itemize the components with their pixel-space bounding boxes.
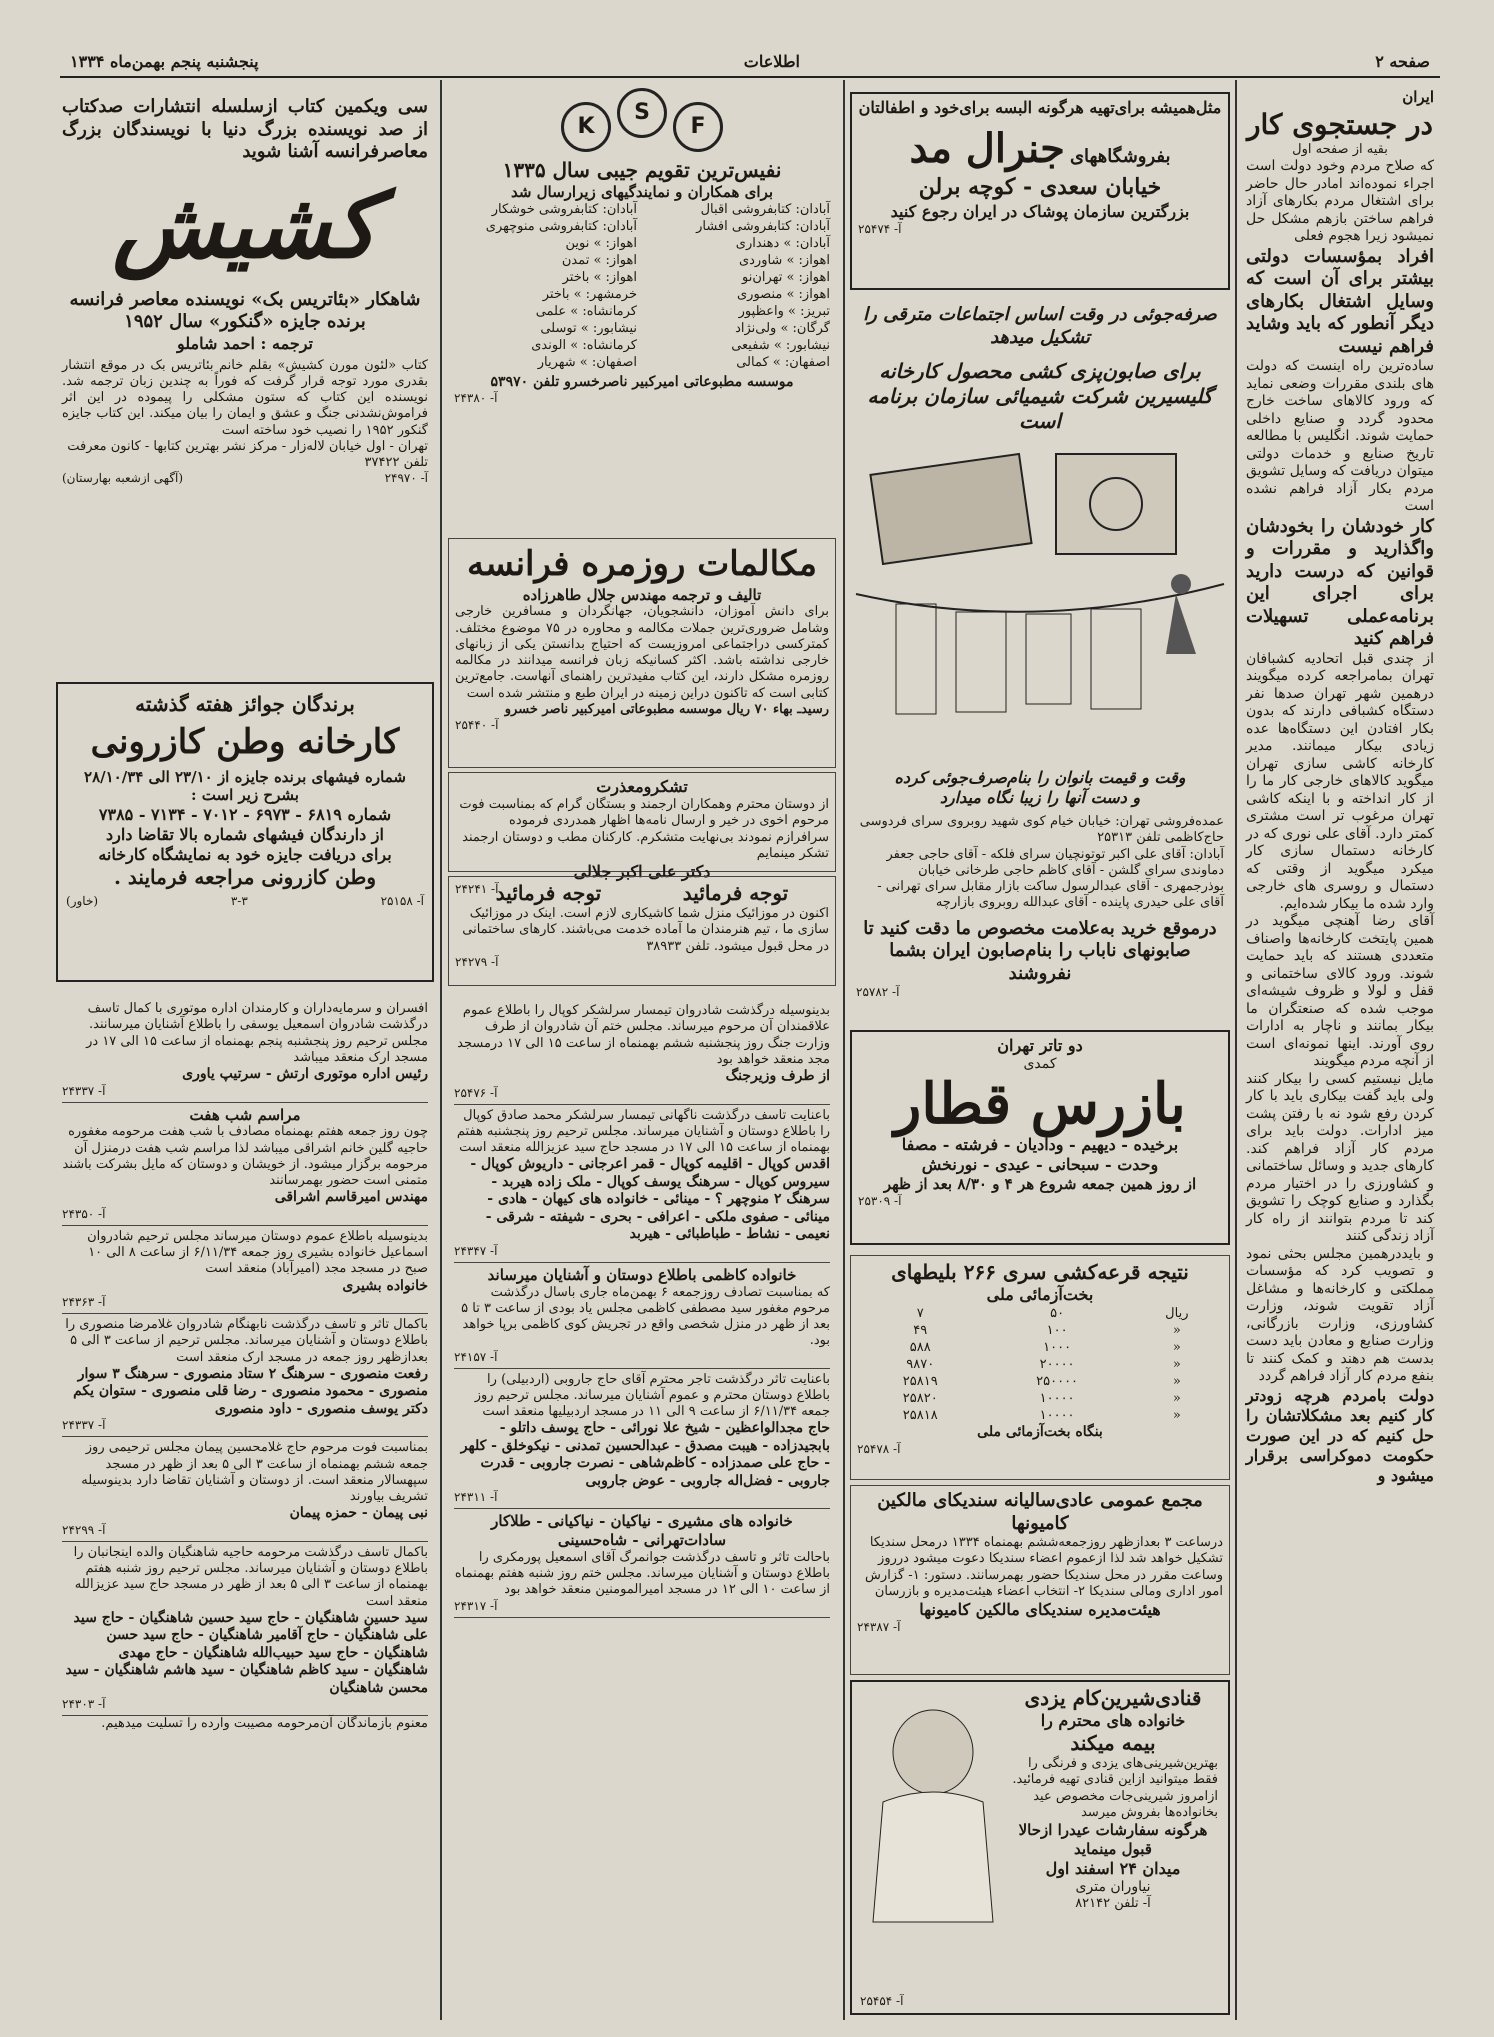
winning-numbers: شماره ۶۸۱۹ - ۶۹۷۳ - ۷۰۱۲ - ۷۱۳۴ - ۷۳۸۵ [98,805,392,824]
ad-brand-line [858,124,1222,174]
ad-code: آ- ۲۴۳۴۷ [454,1243,498,1258]
column-divider [843,80,845,2020]
ad-book-kashish [56,92,434,687]
baby-body-icon [873,1792,993,1922]
ad-code: آ- ۲۵۱۵۸ [380,894,424,908]
laundry-cloth-icon [1026,614,1071,704]
soap-bar-icon [870,454,1031,564]
dealer-entry: تبریز: » واعظپور [738,303,830,319]
ad-address: میدان ۲۴ اسفند اول [1045,1858,1181,1878]
lottery-cell: ریال [1165,1306,1189,1321]
ad-line: مثل‌همیشه برای‌تهیه هرگونه البسه برای‌خود و اطفالتان [858,98,1222,117]
laundry-illustration [856,434,1224,764]
dealer-entry: اهواز: » تهران‌نو [742,269,830,285]
dealer-entry: اهواز: » شاوردی [738,252,830,268]
lottery-row [857,1322,1223,1339]
page-number: صفحه ۲ [1375,52,1430,71]
meeting-title: مجمع عمومی عادی‌سالیانه سندیکای مالکین کامیونها [877,1490,1203,1534]
book-address: تهران - اول خیابان لاله‌زار - مرکز نشر بهترین کتابها - کانون معرفت تلفن ۳۷۴۲۲ [67,438,428,470]
ad-kazeruni [56,682,434,982]
logo-letter: S [617,88,667,138]
notice-sign: رفعت منصوری - سرهنگ ۲ ستاد منصوری - سرهنگ ۳ سوار منصوری - محمود منصوری - رضا قلی منصوری - ستوان یکم دکتر یوسف منصوری - داود منصوری [73,1365,428,1417]
ad-code: آ- ۲۵۴۵۴ [860,1994,904,2008]
ad-line: بیمه میکند [1070,1731,1156,1755]
notice-body: بمناسبت فوت مرحوم حاج غلامحسین پیمان مجلس ترحیمی روز جمعه ششم بهمنماه از ساعت ۳ الی ۵ بعد از ظهر در مسجد سپهسالار منعقد است. از دوستان و آشنایان تقاضا دارد بدینوسیله تشریف بیاورند [81,1440,428,1504]
lottery-cell: » [1172,1323,1181,1338]
notice-body: چون روز جمعه هفتم بهمنماه مصادف با شب هفت مرحومه مغفوره حاجیه گلین خانم اشراقی میباشد لذا مراسم شب هفت درمنزل آن مرحومه برگزار میشود. از خویشان و دوستان که مایل بشرکت باشند متمنی است حضور بهمرسانند [62,1124,428,1188]
ad-code: آ- ۲۴۳۱۷ [454,1598,498,1613]
lottery-cell: » [1172,1408,1181,1423]
lottery-table [857,1305,1223,1424]
obituaries-center [448,996,836,2014]
ad-code: آ- ۲۴۳۸۰ [454,391,498,406]
ad-line: خانواده های محترم را [1040,1711,1186,1730]
ad-headline: صرفه‌جوئی در وقت اساس اجتماعات مترقی را تشکیل میدهد [863,304,1217,348]
dealer-entry: آبادان: کتابفروشی خوشکار [491,201,637,217]
ad-line: وطن کازرونی مراجعه فرمایند . [114,865,376,889]
ad-code: آ- ۲۴۳۸۷ [857,1620,901,1634]
laundry-cloth-icon [896,604,936,714]
dealer-entry: اصفهان: » شهریار [537,354,637,370]
ad-line: گلیسیرین شرکت شیمیائی سازمان برنامه است [867,384,1213,433]
dealer-entry: اهواز: » باختر [562,269,637,285]
lottery-title: نتیجه قرعه‌کشی سری ۲۶۶ بلیطهای [891,1260,1189,1284]
play-title: بازرس قطار [894,1070,1186,1137]
ad-line: هرگونه سفارشات عیدرا ازحالا [1018,1821,1208,1839]
lottery-cell: ۲۵۸۲۰ [902,1391,938,1406]
notice-body: افسران و سرمایه‌داران و کارمندان اداره موتوری با کمال تاسف درگذشت شادروان اسمعیل یوسفی را باطلاع آشنایان میرسانند. مجلس ترحیم روز پنجشنبه پنجم بهمنماه از ساعت ۱۵ الی ۱۷ در مسجد ارک منعقد میباشد [86,1001,428,1065]
lottery-cell: ۲۵۸۱۹ [902,1374,938,1389]
notice-title: خانواده کاظمی باطلاع دوستان و آشنایان میرساند [487,1265,797,1284]
logo-letter: F [673,102,723,152]
ad-ksf-calendar [448,92,836,532]
dealer-entry: نیشابور: » شفیعی [731,337,830,353]
lottery-cell: ۴۹ [913,1323,928,1338]
ad-code: آ- ۲۵۴۷۸ [857,1441,901,1456]
ad-code: آ- ۲۴۳۶۳ [62,1295,106,1309]
ad-headline: توجه فرمائید [682,881,789,905]
book-description: کتاب «لئون مورن کشیش» بقلم خانم بئاتریس بک در موقع انتشار بقدری مورد توجه قرار گرفت که فوراً به چندین زبان ترجمه شد. نویسنده این کتاب که ستون مشکلی را پیموده در این اثر فراموش‌نشدنی جنگ و عشق و ایمان را بیان میکند. این کتاب جایزه گنکور ۱۹۵۲ را نصیب خود ساخته است [62,357,428,438]
ad-code-note: (آگهی ازشعبه بهارستان) [62,471,184,486]
publisher-line: موسسه مطبوعاتی امیرکبیر ناصرخسرو تلفن ۵۳۹۷۰ [490,373,794,390]
ad-attention [448,876,836,986]
ad-code: آ- ۲۴۳۳۷ [62,1083,106,1098]
ad-code-row [66,894,424,909]
column-divider [440,80,442,2020]
article-bold-paragraph: افراد بمؤسسات دولتی بیشتر برای آن است که وسایل اشتغال بکارهای دیگر آنطور که باید وشاید فراهم نیست [1246,245,1434,357]
baby-illustration [858,1692,1008,1932]
notice-body: باعنایت تاثر درگذشت تاجر محترم آقای حاج جاروبی (اردبیلی) را باطلاع دوستان محترم و عموم آشنایان میرساند. مجلس ترحیم روز جمعه ۶/۱۱/۳۴ از ساعت ۹ الی ۱۱ در مسجد اردبیلیها منعقد است [474,1371,830,1419]
obituary-notice [454,1369,830,1510]
lottery-row [857,1373,1223,1390]
ad-code: آ- ۲۴۳۰۳ [62,1697,106,1712]
ad-code: آ- ۲۵۴۷۴ [858,221,902,236]
lottery-cell: ۱۰۰۰۰ [1039,1391,1075,1406]
truck-owners-meeting [850,1485,1230,1675]
soap-box-icon [1056,454,1176,554]
notice-sign: رئیس اداره موتوری ارتش - سرتیپ یاوری [182,1066,428,1082]
lottery-footer: بنگاه بخت‌آزمائی ملی [977,1424,1103,1440]
notice-sign: حاج مجدالواعظین - شیخ علا نورائی - حاج یوسف داتلو - بابجیدزاده - هیبت مصدق - عبدالحسین تمدنی - نیکوخلق - کلهر - حاج علی صمدزاده - کاظم‌شاهی - نصرت جاروبی - قدرت جاروبی - فضل‌اله جاروبی - عوض جاروبی [460,1420,830,1489]
lottery-row [857,1407,1223,1424]
obituary-notice [454,1509,830,1617]
notice-sign: اقدس کوپال - اقلیمه کوپال - قمر اعرجانی - داریوش کوپال - سیروس کوپال - سرهنگ یوسف کوپال - ملک زاده هیربد - سرهنگ ۲ منوچهر ؟ - مینائی - خانواده های کیهان - هادی - مینائی - صفوی ملکی - اعرافی - بحری - شیفته - شرقی - نعیمی - نشاط - طباطبائی - هیربد [470,1156,830,1243]
showtime: از روز همین جمعه شروع هر ۴ و ۸/۳۰ بعد از ظهر [883,1175,1197,1194]
lottery-row [857,1356,1223,1373]
dealer-entry: اصفهان: » کمالی [736,354,830,370]
book-translator: ترجمه : احمد شاملو [176,333,313,353]
notice-sign: از طرف وزیرجنگ [725,1068,830,1084]
ad-code: آ- ۲۴۹۷۰ [384,471,428,486]
ad-headline: برندگان جوائز هفته گذشته [135,692,355,716]
ad-glycerin [850,300,1230,1000]
ad-phone: آ- تلفن ۸۲۱۴۲ [1075,1896,1151,1911]
book-subtitle: برنده جایزه «گنکور» سال ۱۹۵۲ [124,311,366,332]
ad-code: آ- ۲۵۳۰۹ [858,1193,902,1208]
lottery-cell: ۱۰۰ [1046,1323,1068,1338]
ad-shirinkam [850,1680,1230,2015]
ad-address: نیاوران متری [1075,1878,1151,1895]
notice-sign: مهندس امیرقاسم اشراقی [274,1189,428,1206]
ad-code: آ- ۲۴۳۳۷ [62,1418,106,1433]
baby-head-icon [893,1710,973,1794]
lottery-cell: » [1172,1391,1181,1406]
ad-notice: درموقع خرید به‌علامت مخصوص ما دقت کنید تا [863,917,1217,939]
meeting-body: درساعت ۳ بعدازظهر روزجمعه‌ششم بهمنماه ۱۳۳۴ درمحل سندیکا تشکیل خواهد شد لذا ازعموم اعضاء سندیکا دعوت میشود درروز وساعت مقرر در محل سندیکا حضور بهمرسانند. دستور: ۱- گزارش امور اداری ومالی سندیکا ۲- انتخاب اعضاء هیئت‌مدیره و بازرسان [865,1535,1223,1599]
notice-body: باکمال تاثر و تاسف درگذشت نابهنگام شادروان غلامرضا منصوری را باطلاع دوستان و آشنایان میرساند. مجلس ترحیم از ساعت ۳ الی ۵ بعدازظهر روز جمعه در مسجد ارک منعقد است [65,1317,428,1365]
notice-body: باحالت تاثر و تاسف درگذشت جوانمرگ آقای اسمعیل پورمکری را باطلاع دوستان و آشنایان میرساند. مجلس ختم روز شنبه هفتم بهمنماه از ساعت ۱۰ الی ۱۲ در مسجد امیرالمومنین منعقد خواهد بود [454,1549,830,1598]
notice-sign: سید حسین شاهنگیان - حاج سید حسین شاهنگیان - حاج سید علی شاهنگیان - حاج آقامیر شاهنگیان - حاج سید حسن شاهنگیان - حاج سید حبیب‌الله شاهنگیان - حاج مهدی شاهنگیان - سید کاظم شاهنگیان - سید هاشم شاهنگیان - سید محسن شاهنگیان [65,1609,428,1696]
notice-body: بدینوسیله درگذشت شادروان تیمسار سرلشکر کوپال را باطلاع عموم علاقمندان آن مرحوم میرساند. مجلس ختم آن شادروان از طرف وزارت جنگ روز پنجشنبه ششم بهمنماه از ساعت ۱۵ الی ۱۷ درمسجد مجد منعقد خواهد بود [457,1003,830,1067]
lottery-cell: ۷ [916,1306,924,1321]
factory-name: کارخانه وطن کازرونی [90,722,400,762]
article-paragraph: ساده‌ترین راه اینست که دولت های بلندی مقررات وضعی نماید که ورود کالاهای ساخت خارج محدود گردد و صنایع داخلی حمایت شوند. انگلیس با مطالعه تاریخ صنایع و خدمات دولتی میتوان دریافت که وسایل تشویق مردم بکار آزاد فراهم نشده است [1246,358,1434,514]
lottery-cell: ۵۸۸ [909,1340,931,1355]
lottery-row [857,1339,1223,1356]
ad-slogan: و دست آنها را زیبا نگاه میدارد [939,788,1141,807]
page-header [60,52,1440,78]
book-description: برای دانش آموزان، دانشجویان، جهانگردان و مسافرین خارجی وشامل ضروری‌ترین جملات مکالمه و محاوره در ۷۵ موضوع مختلف. کمترکسی دراجتماعی امروزیست که احتیاج بدانستن یکی از زبانهای خارجی نداشته باشد. اکثر کسانیکه زبان فرانسه میدانند در مکالمه روزمره مشکل دارند، این کتاب مفیدترین راهنمای آنهاست. جامع‌ترین کتابی است که تاکنون دراین زمینه در ایران طبع و منتشر شده است [455,604,829,701]
lottery-cell: ۲۰۰۰۰ [1039,1357,1075,1372]
dealer-entry: کرمانشاه: » علمی [535,303,637,319]
obituary-notice [62,1103,428,1226]
ad-line: بزرگترین سازمان پوشاک در ایران رجوع کنید [890,201,1190,221]
ad-body: اکنون در موزائیک منزل شما کاشیکاری لازم است. اینک در موزائیک سازی ما ، تیم هنرمندان ما آماده خدمت می‌باشند. کارهای ساختمانی در محل قبول میشود. تلفن ۳۸۹۳۳ [462,906,829,954]
obituary-notice [62,998,428,1103]
ad-code: آ- ۲۵۴۴۰ [455,718,499,732]
lottery-cell: ۲۵۸۱۸ [902,1408,938,1423]
ad-agent-text: آبادان: آقای علی اکبر توتونچیان سرای فلکه - آقای حاجی جعفر دماوندی سرای گلشن - آقای کاظم حاجی طرخانی خیابان بوذرجمهری - آقای عبدالرسول ساکت بازار مقابل سرای تهرانی - آقای علی حیدری پاینده - آقای عبدالله روبروی بازارچه [877,846,1224,911]
ad-code: آ- ۲۵۴۷۶ [454,1085,498,1100]
ad-code: آ- ۲۴۲۴۱ [455,882,499,896]
article-bold-paragraph: کار خودشان را بخودشان واگذارید و مقررات و قوانین که درست دارید برای اجرای این برنامه‌عملی تسهیلات فراهم کنید [1246,515,1434,649]
dealer-entry: آبادان: » دهنداری [735,235,830,251]
lottery-results [850,1255,1230,1480]
obituary-notice [454,1000,830,1105]
article-job-search [1240,84,1440,2030]
obituary-notice [62,1542,428,1717]
obituary-notice [454,1263,830,1369]
lottery-row [857,1390,1223,1407]
ad-line: شماره فیشهای برنده جایزه از ۲۳/۱۰ الی ۲۸/۱۰/۳۴ [84,767,406,786]
ad-line: برای صابون‌پزی کشی محصول کارخانه [879,359,1201,383]
article-paragraph: که صلاح مردم وخود دولت است اجراء نموده‌اند امادر حال حاضر برای اشتغال مردم بکارهای آزاد فراهم ساختن بازهم مشکل حل نمیشود زیرا هجوم فعلی [1246,158,1434,244]
notice-title: مراسم شب هفت [189,1105,301,1124]
article-paragraph: مایل نیستیم کسی را بیکار کنند ولی باید گفت بیکاری باید با کار کردن رفع شود نه با رفتن پشت میز ادارات. دولت باید برای مردم کار آزاد فراهم کند. کارهای جدید و وسائل ساختمانی و کشاورزی را در اختیار مردم بگذارد و صنایع کوچک را تشویق کند تا مردم بتوانند از راه کار آزاد زندگی کنند [1246,1070,1434,1244]
lottery-cell: » [1172,1340,1181,1355]
notice-body: باعنایت تاسف درگذشت ناگهانی تیمسار سرلشکر محمد صادق کوپال را باطلاع دوستان و آشنایان میرساند. مجلس ترحیم روز پنجشنبه هفتم بهمنماه از ساعت ۱۵ الی ۱۷ در مسجد حاج سید عزیزالله منعقد است [456,1107,830,1155]
dealer-entry: اهواز: » تمدن [561,252,637,268]
ad-code: آ- ۲۴۳۵۰ [62,1206,106,1221]
notice-sign: خانواده بشیری [342,1277,428,1294]
ad-headline-row [455,881,829,906]
lottery-cell: ۱۰۰۰ [1043,1340,1072,1355]
notice-body: که بمناسبت تصادف روزجمعه ۶ بهمن‌ماه جاری باسال درگذشت مرحوم مغفور سید مصطفی کاظمی مجلس یاد بودی از ساعت ۳ تا ۵ بعد از ظهر در منزل شخصی واقع در تجریش کوی کاظمی برپا خواهد بود. [461,1284,830,1349]
ad-headline: نفیس‌ترین تقویم جیبی سال ۱۳۳۵ [502,158,782,182]
cast-list: برخیده - دیهیم - وداديان - فرشته - مصفا [901,1135,1179,1155]
section-label: ایران [1402,88,1434,106]
lottery-subtitle: بخت‌آزمائی ملی [986,1285,1094,1304]
notice-title: تشکرومعذرت [596,777,688,796]
notice-body: باکمال تاسف درگذشت مرحومه حاجیه شاهنگیان والده اینجانبان را باطلاع دوستان و آشنایان میرساند. مجلس ترحیم روز شنبه هفتم بهمنماه از ساعت ۳ الی ۵ بعد از ظهر در مسجد حاج سید عزیزالله منعقد است [73,1544,428,1609]
article-paragraph: و بایددرهمین مجلس بحثی نمود و تصویب کرد که مؤسسات مملکتی و کارخانه‌ها و مشاغل آزاد تقویت شوند، وزارت کشاورزی، وزارت بازرگانی، وزارت صنایع و معادن باید دست بدست هم دهند و کمک کنند تا بنفع مردم کار آزاد فراهم گردد [1246,1245,1434,1384]
book-title: کشیش [112,172,378,279]
ad-code: آ- ۲۵۷۸۲ [856,985,900,999]
laundry-cloth-icon [1091,609,1141,709]
dealer-entry: آبادان: کتابفروشی اقبال [700,201,830,217]
lottery-cell: ۹۸۷۰ [906,1357,935,1372]
ad-line: بشرح زیر است : [191,786,299,805]
dealer-entry: آبادان: کتابفروشی منوچهری [485,218,637,234]
book-title: مکالمات روزمره فرانسه [467,544,817,584]
dealer-entry: آبادان: کتابفروشی افشار [696,218,830,234]
dealer-entry: نیشابور: » توسلی [540,320,637,336]
ad-code: آ- ۲۴۲۷۹ [455,954,499,969]
notice-sign: نبی پیمان - حمزه پیمان [289,1505,428,1522]
ad-code: (خاور) [66,894,99,908]
book-price: رسیدـ بهاء ۷۰ ریال موسسه مطبوعاتی امیرکبیر ناصر خسرو [504,701,829,717]
ad-code: آ- ۲۴۱۵۷ [454,1349,498,1364]
notice-sign: دکتر علی اکبر جلالی [573,862,711,881]
ad-agent-text: عمده‌فروشی تهران: خیابان خیام کوی شهید روبروی سرای فردوسی حاج‌کاظمی تلفن ۲۵۳۱۳ [859,814,1224,846]
ad-code: آ- ۲۴۳۱۱ [454,1490,498,1505]
notice-body: از دوستان محترم وهمکاران ارجمند و بستگان گرام که بمناسبت فوت مرحوم اخوی در خیر و ارسال نامه‌ها اظهار همدردی فرموده سرافرازم نمودند بی‌نهایت متشکرم. کارکنان مطب و دوستان ارجمند تشکر مینمایم [459,797,829,861]
lottery-row [857,1305,1223,1322]
ad-address: خیابان سعدی - کوچه برلن [918,174,1162,200]
obituaries-left [56,994,434,2024]
paper-name: اطلاعات [743,52,800,71]
ad-code: آ- ۲۴۲۹۹ [62,1522,106,1537]
clothesline-icon [856,584,1224,612]
notice-body: بدینوسیله باطلاع عموم دوستان میرساند مجلس ترحیم شادروان اسماعیل خانواده بشیری روز جمعه ۶/۱۱/۳۴ از ساعت ۸ الی ۱۰ صبح در مسجد مجد (امیرآباد) منعقد است [87,1228,428,1277]
ad-slogan: وقت و قیمت بانوان را بنام‌صرف‌جوئی کرده [894,768,1186,787]
footnote: معنوم بازماندگان آن‌مرحومه مصیبت وارده را تسلیت میدهیم. [101,1716,428,1732]
woman-head-icon [1171,574,1191,594]
ad-headline: توجه فرمائید [495,881,602,905]
ad-line: برای دریافت جایزه خود به نمایشگاه کارخانه [98,845,392,864]
dealer-entry: گرگان: » ولی‌نژاد [735,320,830,336]
ad-theater: دو تاتر تهران [997,1036,1083,1055]
issue-date: پنجشنبه پنجم بهمن‌ماه ۱۳۳۴ [70,52,259,71]
book-subtitle: شاهکار «بئاتریس بک» نویسنده معاصر فرانسه [69,288,421,310]
woman-figure-icon [1166,594,1196,654]
notice-title: خانواده های مشیری - نیاکیان - نیاکیانی - طلاکار سادات‌تهرانی - شاه‌حسینی [491,1512,793,1549]
ad-genre: کمدی [1023,1056,1057,1072]
column-divider [1235,80,1237,2020]
ad-subtitle: برای همکاران و نمایندگیهای زیرارسال شد [510,183,774,201]
ad-line: قبول مینماید [1074,1839,1152,1858]
article-ending: دولت بامردم هرچه زودتر کار کنیم بعد مشکلاتشان را حل کنیم که در این صورت حکومت دموکراسی برقرار میشود و [1246,1385,1434,1485]
ad-intro: سی ویکمین کتاب ازسلسله انتشارات صدکتاب از صد نویسنده بزرگ دنیا با نویسندگان بزرگ معاصرفرانسه آشنا شوید [62,96,428,162]
ad-bazras-qatar [850,1030,1230,1245]
article-paragraph: از چندی قبل اتحادیه کشبافان تهران بمامراجعه کرده میگویند درهمین شهر تهران صدها نفر دستگاه کشبافی دارند که بدون بکار افتادن این دستگاه‌ها عده زیادی بیکار میمانند. مدیر کارخانه کاشی سازی تهران میگوید کالاهای خارجی کار ما را از کار انداخته و با اینکه کاشی تهران مرغوب تر است مشتری کمتر دارد. آقای علی نوری که در کارخانه دستمال سازی کار میکرد میگوید از وقتی که دستمال و روسری های خارجی وارد شده ما بیکار شده‌ایم. [1246,650,1434,912]
dealer-list [454,202,830,370]
ad-french-conversation [448,538,836,768]
ksf-logo [454,102,830,152]
obituary-notice [454,1105,830,1263]
dealer-entry: اهواز: » منصوری [737,286,830,302]
ad-line: بفروشگاههای [1069,146,1171,167]
lottery-cell: ۵۰ [1050,1306,1065,1321]
continued-from: بقیه از صفحه اول [1292,141,1388,157]
ad-notice: صابونهای ناباب را بنام‌صابون ایران بشما نفروشند [889,940,1191,984]
article-paragraph: آقای رضا آهنچی میگوید در همین پایتخت کارخانه‌ها واصناف متعددی هستند که باید حمایت شوند. ورود کالای ساختمانی و قفل و لولا و ظروف شیشه‌ای موجب شده که صنعتگران ما بیکار بمانند و ناچار به ادارات روی آورند. اینها نمونه‌ای است از آنچه مردم میگویند [1246,913,1434,1069]
cast-list: وحدت - سبحانی - عیدی - نورنخش [921,1155,1159,1175]
brand-name: جنرال مد [909,125,1065,172]
laundry-cloth-icon [956,612,1006,712]
ad-headline: قنادی‌شیرین‌کام یزدی [1024,1686,1202,1710]
ad-body: بهترین‌شیرینی‌های یزدی و فرنگی را فقط میتوانید ازاین قنادی تهیه فرمائید. ازامروز شیرینی‌جات مخصوص عید بخانواده‌ها بفروش میرسد [1012,1756,1218,1820]
dealer-entry: خرمشهر: » باختر [542,286,637,302]
ad-code-row [62,471,428,486]
lottery-cell: » [1172,1374,1181,1389]
ad-code: ۳-۳ [230,894,248,908]
lottery-cell: ۱۰۰۰۰ [1039,1408,1075,1423]
obituary-notice [62,1437,428,1542]
article-headline: در جستجوی کار [1246,107,1434,141]
meeting-sign: هیئت‌مدیره سندیکای مالکین کامیونها [919,1600,1161,1619]
book-author: تالیف و ترجمه مهندس جلال طاهرزاده [522,585,762,604]
lottery-cell: ۲۵۰۰۰۰ [1036,1374,1079,1389]
lottery-cell: » [1172,1357,1181,1372]
logo-letter: K [561,102,611,152]
dealer-entry: اهواز: » نوین [565,235,637,251]
dealer-entry: کرمانشاه: » الوندی [531,337,637,353]
obituary-notice [62,1226,428,1314]
ad-line: از دارندگان فیشهای شماره بالا تقاضا دارد [106,825,384,844]
obituary-notice [62,1314,428,1437]
ad-general-mod [850,92,1230,290]
